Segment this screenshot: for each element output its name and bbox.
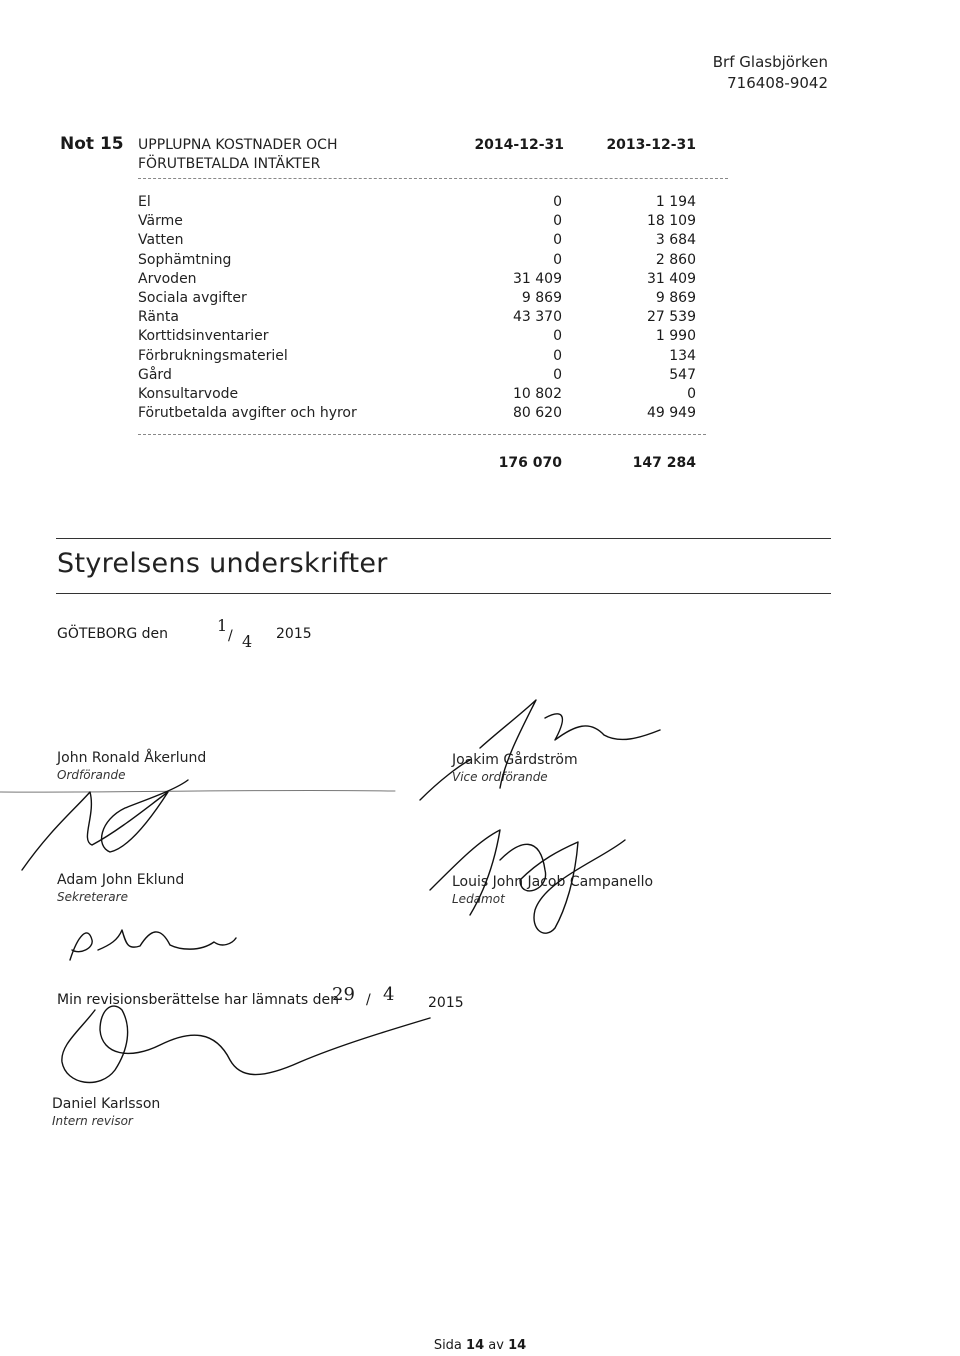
org-number: 716408-9042 bbox=[727, 74, 828, 92]
row-value-current: 0 bbox=[553, 213, 562, 230]
row-value-previous: 18 109 bbox=[647, 213, 696, 230]
row-label: Sophämtning bbox=[138, 251, 232, 268]
row-value-previous: 49 949 bbox=[647, 405, 696, 422]
row-label: Förutbetalda avgifter och hyror bbox=[138, 405, 357, 422]
row-value-previous: 0 bbox=[687, 385, 696, 402]
auditor-name: Daniel Karlsson bbox=[52, 1096, 161, 1112]
org-name: Brf Glasbjörken bbox=[712, 53, 828, 71]
auditor-role: Intern revisor bbox=[52, 1114, 133, 1128]
signer-role-4: Ledamot bbox=[452, 892, 505, 906]
signature-line-1 bbox=[0, 790, 395, 792]
row-value-previous: 31 409 bbox=[647, 270, 696, 287]
row-label: Arvoden bbox=[138, 270, 197, 287]
signer-name-3: Adam John Eklund bbox=[57, 872, 185, 888]
row-value-current: 0 bbox=[553, 366, 562, 383]
handwritten-month: 4 bbox=[242, 632, 253, 651]
signer-name-2: Joakim Gårdström bbox=[452, 752, 578, 768]
date-year: 2015 bbox=[276, 626, 312, 642]
footer-prefix: Sida bbox=[433, 1338, 462, 1353]
signer-name-4: Louis John Jacob Campanello bbox=[452, 874, 654, 890]
handwritten-day: 1 bbox=[217, 616, 228, 635]
row-label: Konsultarvode bbox=[138, 385, 239, 402]
signature-scribble-3 bbox=[70, 930, 236, 960]
row-value-current: 0 bbox=[553, 328, 562, 345]
place-label: GÖTEBORG den bbox=[57, 626, 169, 642]
row-value-current: 0 bbox=[553, 232, 562, 249]
row-value-previous: 27 539 bbox=[647, 309, 696, 326]
signature-scribble-auditor bbox=[62, 1006, 430, 1082]
signature-scribble-1 bbox=[22, 780, 188, 870]
footer-page: 14 bbox=[466, 1338, 485, 1353]
row-value-previous: 1 194 bbox=[655, 194, 696, 210]
page-footer bbox=[0, 1338, 960, 1353]
note-title-line1: UPPLUPNA KOSTNADER OCH bbox=[138, 137, 338, 153]
row-value-current: 80 620 bbox=[513, 405, 562, 422]
row-label: Förbrukningsmateriel bbox=[138, 347, 288, 364]
row-label: Värme bbox=[138, 213, 183, 230]
row-value-current: 31 409 bbox=[513, 270, 562, 287]
row-label: Ränta bbox=[138, 309, 179, 326]
signature-scribble-2 bbox=[420, 700, 660, 800]
row-label: El bbox=[138, 194, 151, 210]
audit-date-separator: / bbox=[366, 992, 371, 1008]
row-value-current: 9 869 bbox=[521, 289, 562, 306]
signer-role-3: Sekreterare bbox=[57, 890, 128, 904]
row-label: Gård bbox=[138, 366, 172, 383]
date-separator: / bbox=[228, 628, 233, 644]
row-label: Korttidsinventarier bbox=[138, 328, 269, 345]
row-value-previous: 1 990 bbox=[655, 328, 696, 345]
column-header-previous: 2013-12-31 bbox=[606, 137, 696, 153]
signer-role-2: Vice ordförande bbox=[452, 770, 548, 784]
row-value-current: 43 370 bbox=[513, 309, 562, 326]
note-title-line2: FÖRUTBETALDA INTÄKTER bbox=[138, 156, 321, 172]
row-value-previous: 134 bbox=[669, 347, 696, 364]
audit-year: 2015 bbox=[428, 995, 464, 1011]
signature-scribble-4 bbox=[430, 830, 625, 933]
footer-mid: av bbox=[488, 1338, 504, 1353]
row-value-current: 0 bbox=[553, 194, 562, 210]
row-value-previous: 547 bbox=[669, 366, 696, 383]
audit-statement: Min revisionsberättelse har lämnats den bbox=[57, 992, 339, 1008]
footer-total: 14 bbox=[508, 1338, 527, 1353]
row-value-previous: 2 860 bbox=[655, 251, 696, 268]
row-value-current: 0 bbox=[553, 251, 562, 268]
signer-role-1: Ordförande bbox=[57, 768, 126, 782]
total-previous: 147 284 bbox=[632, 455, 696, 471]
audit-month: 4 bbox=[383, 984, 395, 1005]
row-value-previous: 3 684 bbox=[655, 232, 696, 249]
audit-day: 29 bbox=[332, 984, 355, 1005]
column-header-current: 2014-12-31 bbox=[474, 137, 564, 153]
row-value-current: 0 bbox=[553, 347, 562, 364]
section-heading: Styrelsens underskrifter bbox=[57, 548, 388, 579]
row-label: Sociala avgifter bbox=[138, 289, 247, 306]
total-current: 176 070 bbox=[498, 455, 562, 471]
row-value-previous: 9 869 bbox=[655, 289, 696, 306]
signer-name-1: John Ronald Åkerlund bbox=[57, 750, 207, 766]
row-label: Vatten bbox=[138, 232, 184, 249]
note-number: Not 15 bbox=[60, 134, 124, 154]
row-value-current: 10 802 bbox=[513, 385, 562, 402]
